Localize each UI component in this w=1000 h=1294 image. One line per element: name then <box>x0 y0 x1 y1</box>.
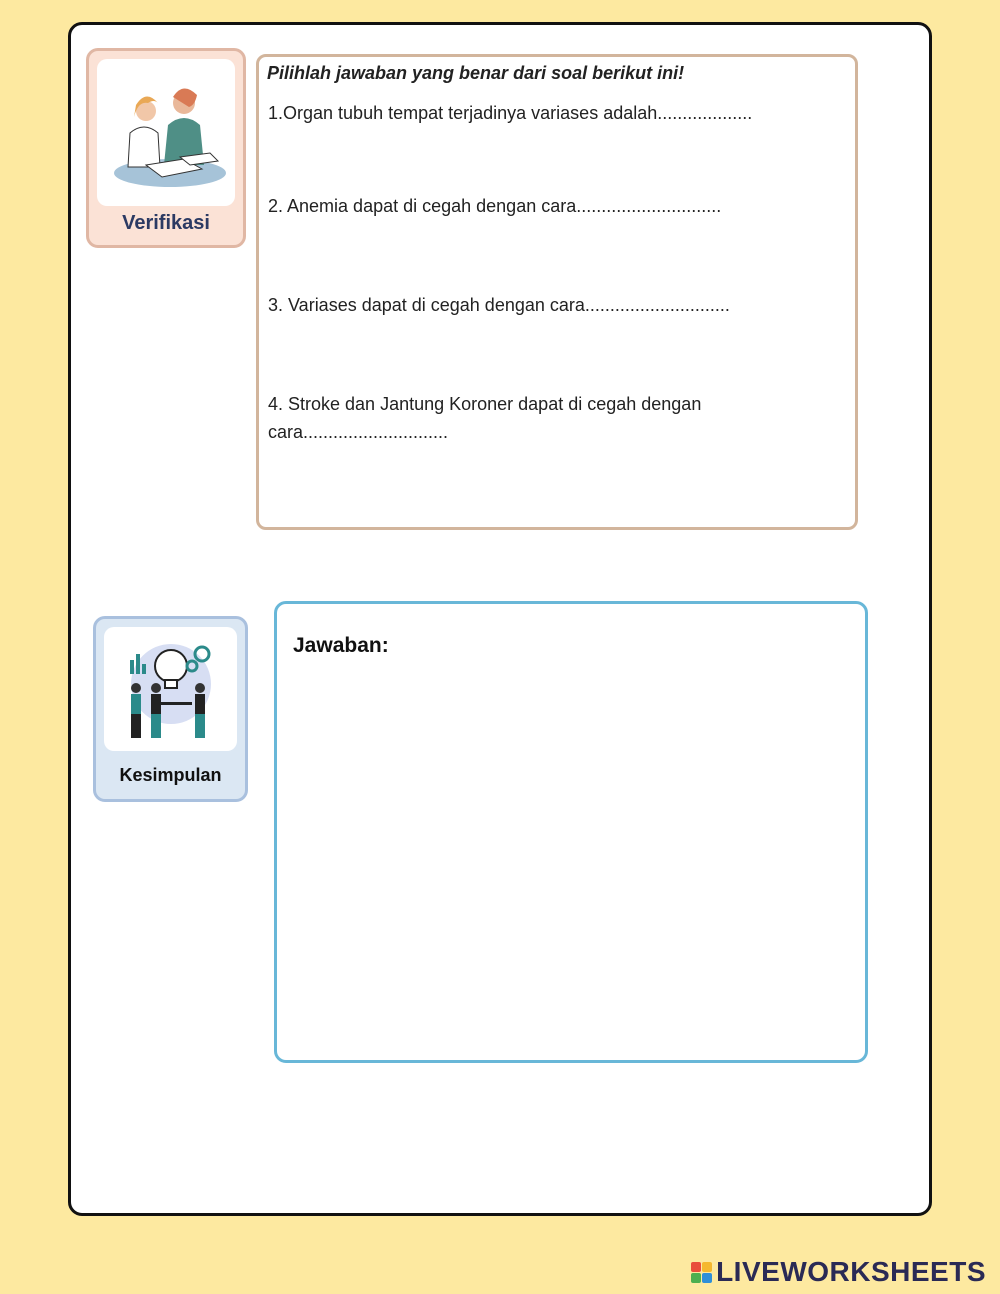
question-item-2: 2. Anemia dapat di cegah dengan cara............................. <box>268 196 722 216</box>
question-box <box>256 54 858 530</box>
kesimpulan-illustration <box>104 627 237 751</box>
kesimpulan-card <box>93 616 248 802</box>
verifikasi-label: Verifikasi <box>122 212 210 234</box>
question-item-4: 4. Stroke dan Jantung Koroner dapat di cegah dengan cara............................. <box>268 394 702 442</box>
verifikasi-card <box>86 48 246 248</box>
answer-label: Jawaban: <box>293 634 389 657</box>
question-item-3: 3. Variases dapat di cegah dengan cara............................. <box>268 295 730 315</box>
brand-name: LIVEWORKSHEETS <box>716 1256 986 1287</box>
liveworksheets-logo-icon <box>691 1262 712 1283</box>
verifikasi-illustration <box>97 59 235 206</box>
liveworksheets-brand <box>691 1256 986 1288</box>
team-lightbulb-idea-icon <box>116 634 226 744</box>
answer-box[interactable] <box>274 601 868 1063</box>
question-item-1: 1.Organ tubuh tempat terjadinya variases adalah................... <box>268 103 753 123</box>
question-instruction: Pilihlah jawaban yang benar dari soal berikut ini! <box>267 63 685 83</box>
kesimpulan-label: Kesimpulan <box>119 765 222 785</box>
two-people-studying-icon <box>106 73 226 193</box>
